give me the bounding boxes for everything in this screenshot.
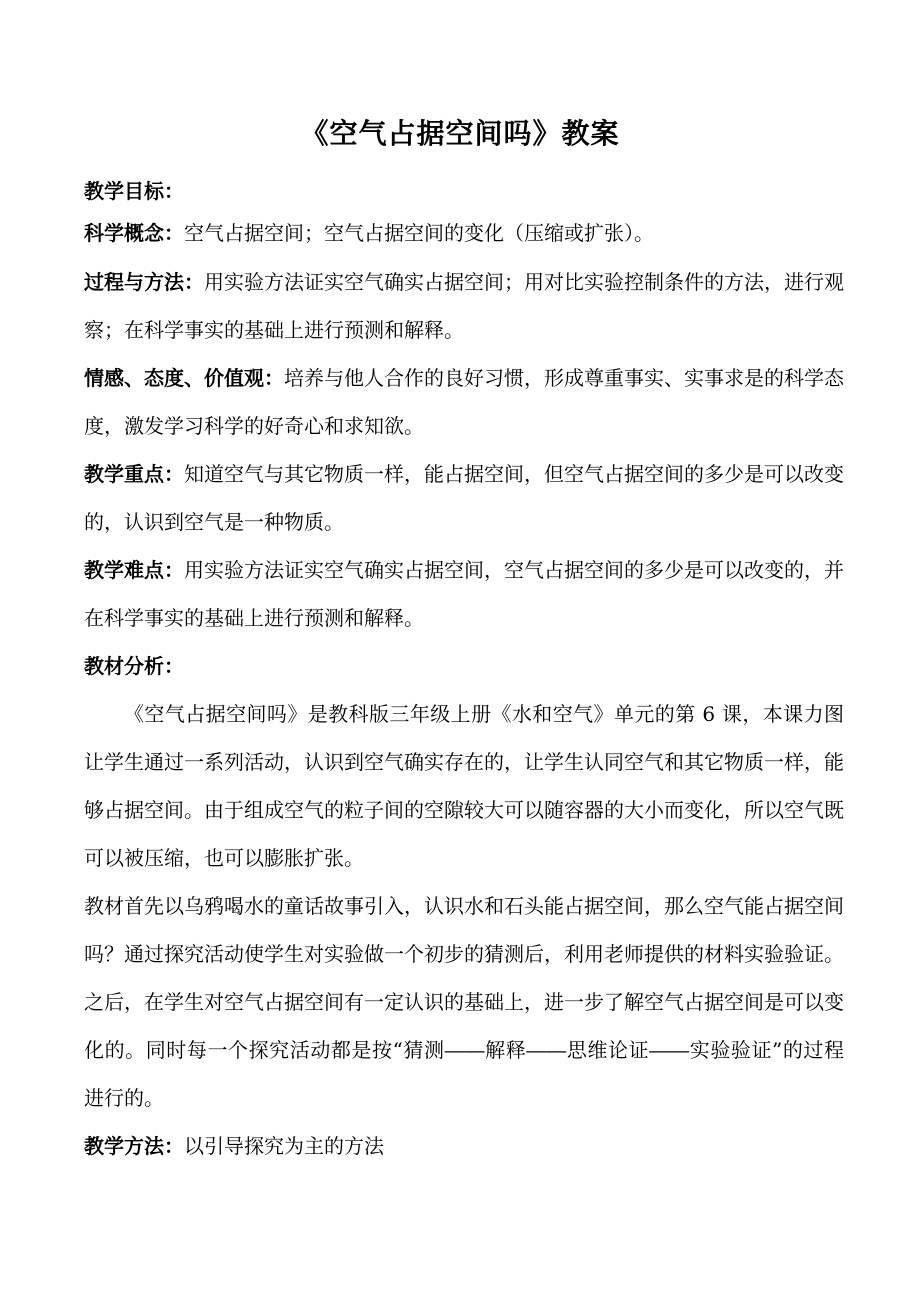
attitude-paragraph <box>84 354 844 450</box>
key-point-paragraph <box>84 450 844 546</box>
key-point-label: 教学重点： <box>84 462 184 486</box>
process-paragraph <box>84 258 844 354</box>
attitude-label: 情感、态度、价值观： <box>84 366 284 390</box>
process-text: 用实验方法证实空气确实占据空间；用对比实验控制条件的方法，进行观察；在科学事实的基础上进行预测和解释。 <box>84 270 844 342</box>
analysis-paragraph-1: 《空气占据空间吗》是教科版三年级上册《水和空气》单元的第 6 课，本课力图让学生通过一系列活动，认识到空气确实存在的，让学生认同空气和其它物质一样，能够占据空间。由于组成空气的粒子间的空隙较大可以随容器的大小而变化，所以空气既可以被压缩，也可以膨胀扩张。 <box>84 702 844 870</box>
method-paragraph <box>84 1122 844 1170</box>
analysis-heading-label: 教材分析： <box>84 654 184 678</box>
concept-text: 空气占据空间；空气占据空间的变化（压缩或扩张）。 <box>184 221 654 245</box>
goals-heading-label: 教学目标： <box>84 179 184 203</box>
concept-label: 科学概念： <box>84 221 184 245</box>
document-title: 《空气占据空间吗》教案 <box>300 117 620 150</box>
concept-paragraph <box>84 209 844 257</box>
analysis-heading <box>84 642 844 690</box>
difficulty-text: 用实验方法证实空气确实占据空间，空气占据空间的多少是可以改变的，并在科学事实的基础上进行预测和解释。 <box>84 558 844 630</box>
key-point-text: 知道空气与其它物质一样，能占据空间，但空气占据空间的多少是可以改变的，认识到空气是一种物质。 <box>84 462 844 534</box>
method-text: 以引导探究为主的方法 <box>184 1134 384 1158</box>
analysis-paragraph-2: 教材首先以乌鸦喝水的童话故事引入，认识水和石头能占据空间，那么空气能占据空间吗？通过探究活动使学生对实验做一个初步的猜测后，利用老师提供的材料实验验证。之后，在学生对空气占据空间有一定认识的基础上，进一步了解空气占据空间是可以变化的。同时每一个探究活动都是按“猜测――解释――思维论证――实验验证”的过程进行的。 <box>84 894 844 1110</box>
goals-heading <box>84 167 844 215</box>
difficulty-label: 教学难点： <box>84 558 184 582</box>
process-label: 过程与方法： <box>84 270 204 294</box>
difficulty-paragraph <box>84 546 844 642</box>
attitude-text: 培养与他人合作的良好习惯，形成尊重事实、实事求是的科学态度，激发学习科学的好奇心和求知欲。 <box>84 366 844 438</box>
method-label: 教学方法： <box>84 1134 184 1158</box>
